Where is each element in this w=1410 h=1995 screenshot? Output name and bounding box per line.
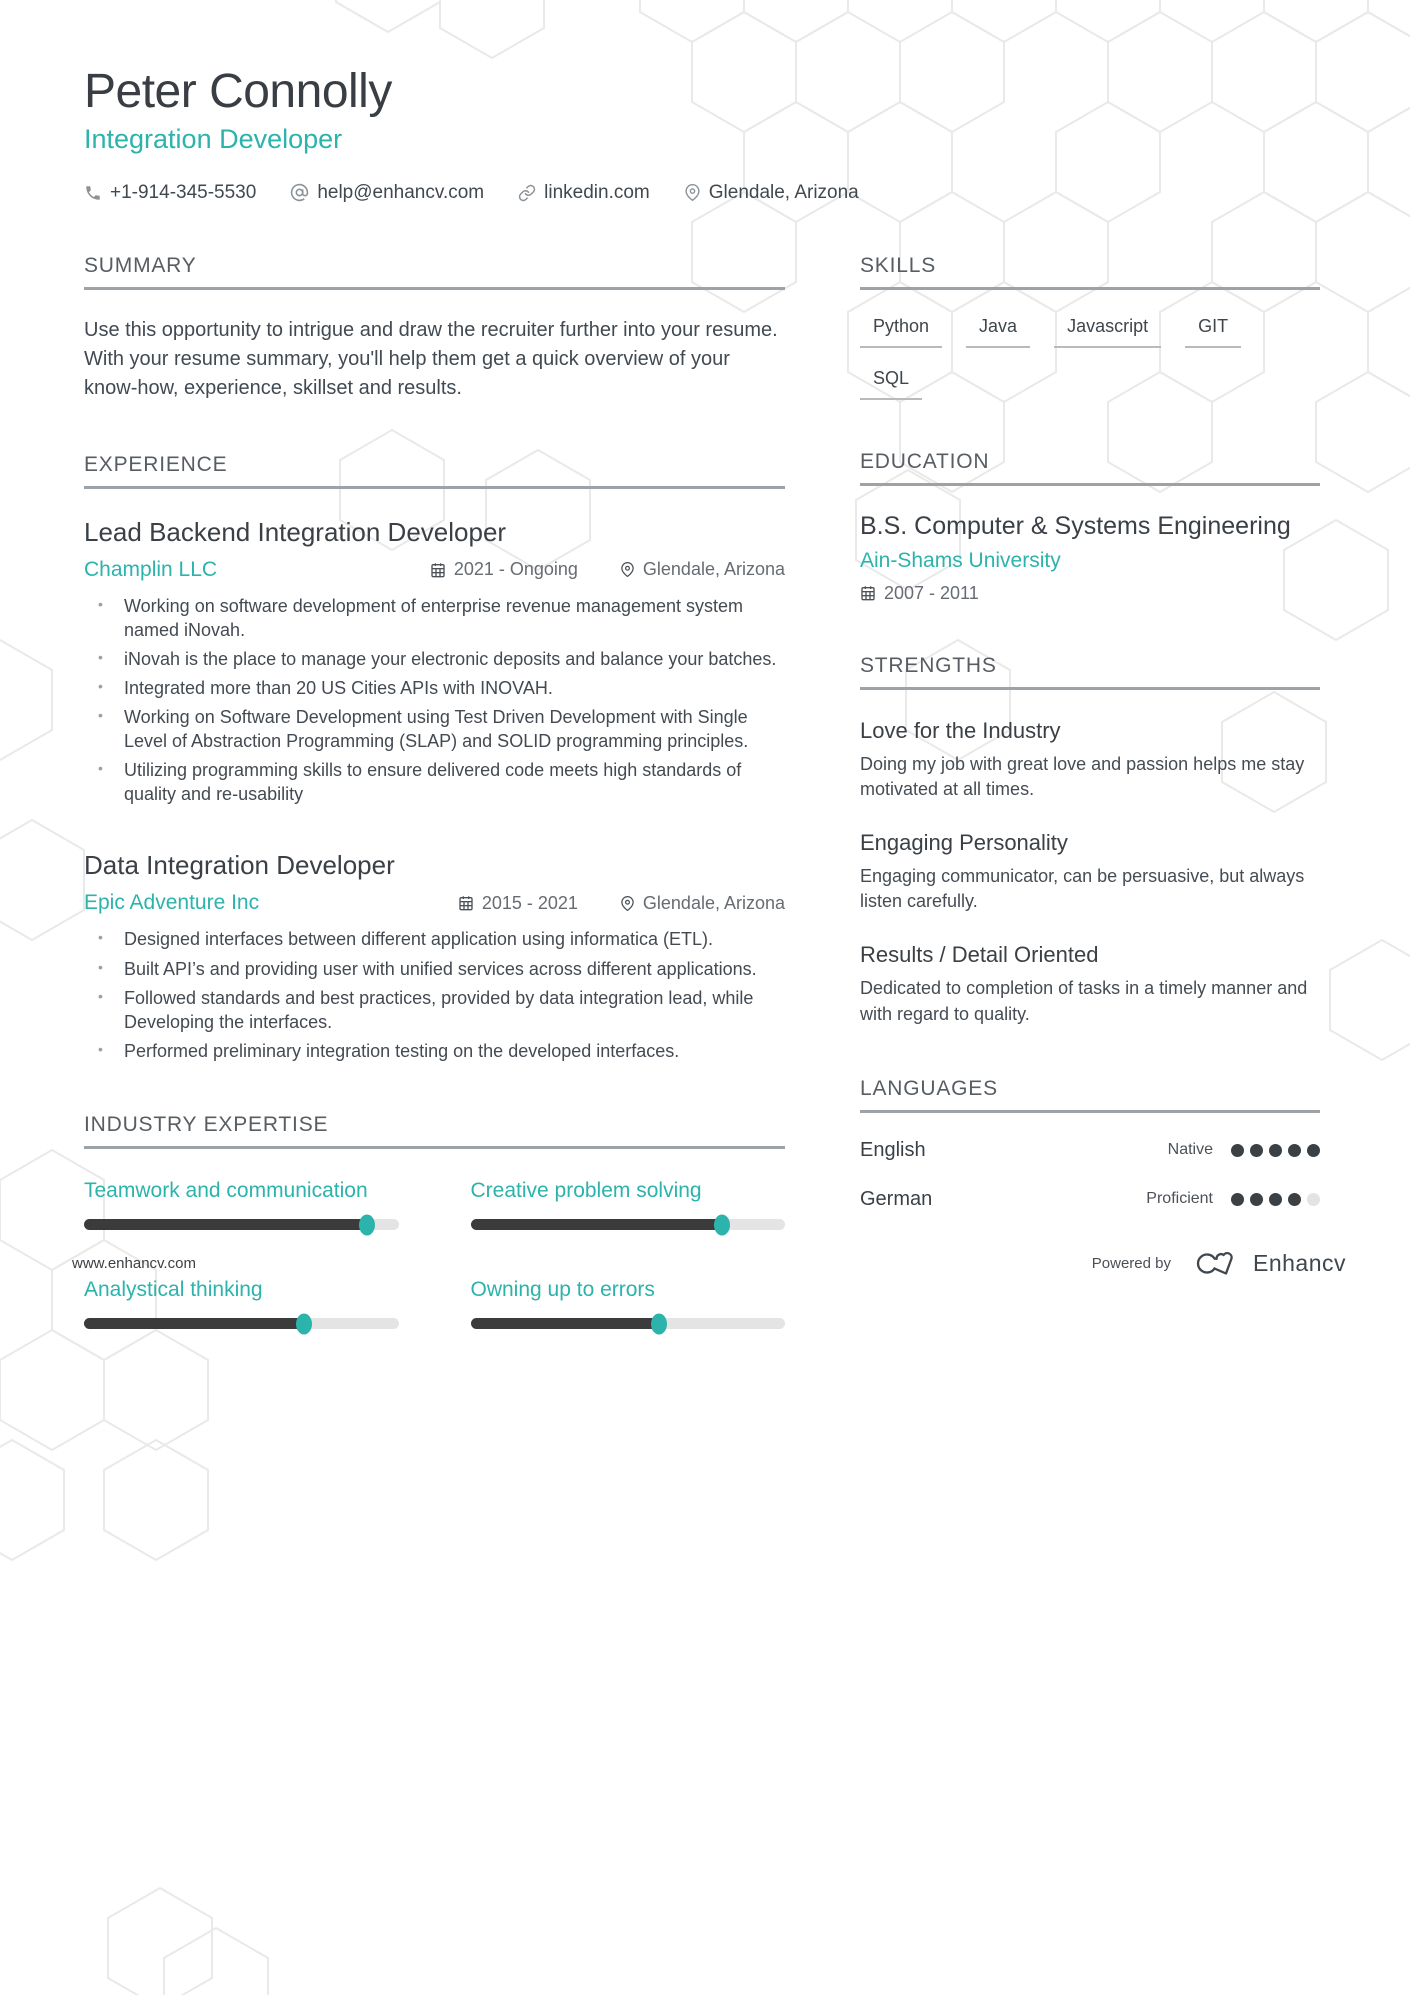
contact-row [84,182,1320,204]
email-address: help@enhancv.com [317,181,485,203]
job-dates-text: 2021 - Ongoing [453,559,578,580]
expertise-label: Teamwork and communication [84,1179,368,1202]
expertise-label: Owning up to errors [470,1278,655,1301]
job-bullet: • Performed preliminary integration testing on the developed interfaces. [84,1039,785,1063]
language-name: English [860,1138,926,1161]
expertise-item [471,1278,786,1329]
language-proficiency-dots [1231,1144,1320,1157]
job-meta-row [84,558,785,582]
job-bullet: • Designed interfaces between different application using informatica (ETL). [84,927,785,951]
skill-pill: Javascript [1054,316,1161,348]
skill-pill: Java [966,316,1030,348]
expertise-slider-fill [84,1318,304,1329]
industry-expertise-heading: INDUSTRY EXPERTISE [84,1113,785,1149]
enhancv-site-link[interactable]: www.enhancv.com [72,1254,196,1272]
job-title: Data Integration Developer [84,850,395,881]
strength-text: Dedicated to completion of tasks in a timely manner and with regard to quality. [860,978,1308,1024]
school-name: Ain-Shams University [860,548,1061,572]
strength-title: Results / Detail Oriented [860,942,1099,968]
job-location [620,559,785,580]
email-contact[interactable] [290,182,484,204]
expertise-slider[interactable] [471,1219,786,1230]
language-level: Native [1167,1141,1213,1159]
strength-title: Engaging Personality [860,829,1068,855]
job-list [84,517,785,1063]
page-footer [72,1249,1346,1277]
languages-heading: LANGUAGES [860,1077,1320,1113]
job-location-text: Glendale, Arizona [642,892,785,913]
location-pin-icon [620,896,635,911]
skill-pill: Python [860,316,942,348]
summary-heading: SUMMARY [84,254,785,290]
strength-item [860,718,1320,802]
languages-list [860,1139,1320,1211]
language-proficiency-dots [1231,1193,1320,1206]
experience-section [84,453,785,1063]
linkedin-url: linkedin.com [544,181,650,203]
company-name: Epic Adventure Inc [84,891,260,915]
education-dates-text: 2007 - 2011 [884,582,979,603]
expertise-slider-fill [471,1219,723,1230]
calendar-icon [430,562,446,578]
expertise-label: Creative problem solving [470,1179,702,1202]
location-text: Glendale, Arizona [708,181,859,203]
person-name: Peter Connolly [84,65,392,118]
industry-expertise-section [84,1113,785,1329]
languages-section [860,1077,1320,1211]
language-row [860,1188,1320,1211]
location-contact [684,182,859,204]
expertise-slider-knob[interactable] [359,1214,375,1235]
location-pin-icon [620,562,635,577]
job-location [620,893,785,914]
proficiency-dot-filled [1269,1144,1282,1157]
strength-item [860,942,1320,1026]
expertise-slider[interactable] [471,1318,786,1329]
proficiency-dot-filled [1250,1193,1263,1206]
education-section [860,450,1320,604]
education-heading: EDUCATION [860,450,1320,486]
powered-by-label: Powered by [1091,1254,1171,1272]
proficiency-dot-filled [1288,1193,1301,1206]
strength-text: Engaging communicator, can be persuasive, but always listen carefully. [860,865,1305,912]
expertise-slider-knob[interactable] [651,1313,667,1334]
expertise-slider[interactable] [84,1219,399,1230]
language-level: Proficient [1146,1190,1213,1208]
job-bullet: • Followed standards and best practices, provided by data integration lead, while Developing the interfaces. [84,986,785,1034]
degree-title: B.S. Computer & Systems Engineering [860,511,1291,540]
expertise-label: Analystical thinking [84,1278,263,1301]
proficiency-dot-filled [1307,1144,1320,1157]
proficiency-dot-empty [1307,1193,1320,1206]
expertise-slider-knob[interactable] [714,1214,730,1235]
skills-list [860,316,1320,400]
expertise-slider-fill [471,1318,660,1329]
job-bullet-list [84,927,785,1063]
strength-item [860,830,1320,914]
expertise-item [471,1179,786,1230]
strengths-section [860,654,1320,1027]
skills-heading: SKILLS [860,254,1320,290]
language-row [860,1139,1320,1162]
job-headline: Integration Developer [84,124,343,155]
education-dates [860,583,1320,604]
location-icon [684,184,701,201]
expertise-item [84,1278,399,1329]
job-bullet: • Integrated more than 20 US Cities APIs with INOVAH. [84,676,785,700]
enhancv-logo-icon [1193,1249,1239,1277]
expertise-slider-knob[interactable] [296,1313,312,1334]
skill-pill: SQL [860,368,922,400]
phone-number: +1-914-345-5530 [110,181,257,203]
job-entry [84,517,785,807]
job-bullet-list [84,594,785,807]
expertise-item [84,1179,399,1230]
expertise-slider[interactable] [84,1318,399,1329]
strength-text: Doing my job with great love and passion helps me stay motivated at all times. [860,753,1305,799]
job-dates [430,559,578,580]
job-bullet: • Built API’s and providing user with unified services across different applications. [84,957,785,981]
summary-section [84,254,785,403]
summary-text: Use this opportunity to intrigue and draw the recruiter further into your resume. With your resume summary, you'll help them get a quick overview of your know-how, experience, skillset and results. [84,318,778,399]
phone-contact[interactable] [84,182,256,204]
strengths-heading: STRENGTHS [860,654,1320,690]
job-dates [458,893,578,914]
at-icon [290,183,309,202]
company-name: Champlin LLC [84,557,218,581]
linkedin-contact[interactable] [518,182,650,204]
job-bullet: • Working on software development of enterprise revenue management system named iNovah. [84,594,785,642]
job-bullet: • iNovah is the place to manage your electronic deposits and balance your batches. [84,647,785,671]
skill-pill: GIT [1185,316,1241,348]
skills-section [860,254,1320,400]
strength-title: Love for the Industry [860,717,1061,743]
proficiency-dot-filled [1250,1144,1263,1157]
job-bullet: • Working on Software Development using Test Driven Development with Single Level of Abstraction Programming (SLAP) and SOLID programming principles. [84,705,785,753]
job-bullet: • Utilizing programming skills to ensure delivered code meets high standards of quality and re-usability [84,758,785,806]
powered-by-brand[interactable] [1092,1249,1346,1277]
job-dates-text: 2015 - 2021 [481,892,578,913]
job-title: Lead Backend Integration Developer [84,516,507,547]
language-name: German [860,1187,933,1210]
expertise-slider-fill [84,1219,367,1230]
phone-icon [84,184,102,202]
proficiency-dot-filled [1231,1144,1244,1157]
experience-heading: EXPERIENCE [84,453,785,489]
proficiency-dot-filled [1288,1144,1301,1157]
job-location-text: Glendale, Arizona [642,559,785,580]
enhancv-brand-name: Enhancv [1252,1249,1346,1276]
job-entry [84,850,785,1063]
calendar-icon [458,895,474,911]
job-meta-row [84,891,785,915]
resume-header [0,0,1410,204]
link-icon [518,184,536,202]
proficiency-dot-filled [1269,1193,1282,1206]
calendar-icon [860,585,876,601]
proficiency-dot-filled [1231,1193,1244,1206]
strengths-list [860,718,1320,1027]
